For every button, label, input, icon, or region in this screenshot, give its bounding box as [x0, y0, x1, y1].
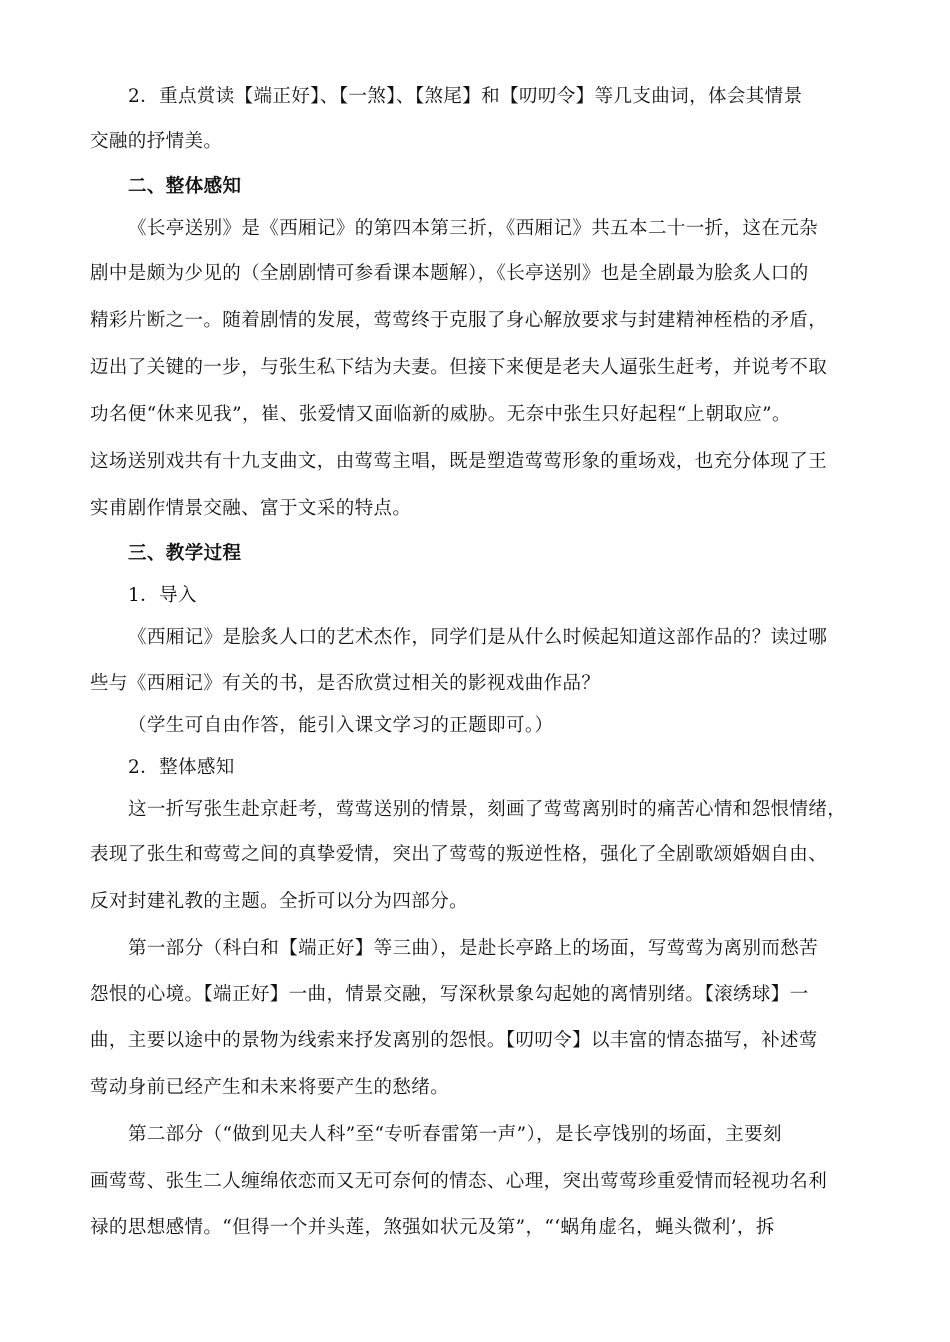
paragraph-line: 迈出了关键的一步，与张生私下结为夫妻。但接下来便是老夫人逼张生赶考，并说考不取 — [90, 357, 828, 378]
note-line: （学生可自由作答，能引入课文学习的正题即可。） — [128, 715, 554, 736]
paragraph-line: 实甫剧作情景交融、富于文采的特点。 — [90, 498, 412, 519]
paragraph-line: 莺动身前已经产生和未来将要产生的愁绪。 — [90, 1077, 450, 1098]
paragraph-line: 反对封建礼教的主题。全折可以分为四部分。 — [90, 891, 469, 912]
paragraph-line: 曲，主要以途中的景物为线索来抒发离别的怨恨。【叨叨令】以丰富的情态描写，补述莺 — [90, 1030, 818, 1051]
section-heading-process: 三、教学过程 — [128, 543, 242, 564]
paragraph-line: 《长亭送别》是《西厢记》的第四本第三折，《西厢记》共五本二十一折，这在元杂 — [128, 218, 819, 239]
paragraph-line: 精彩片断之一。随着剧情的发展，莺莺终于克服了身心解放要求与封建精神桎梏的矛盾， — [90, 310, 828, 331]
goal-2-line-2: 交融的抒情美。 — [90, 131, 223, 152]
subheading-intro: 1．导入 — [128, 585, 197, 606]
goal-2-line-1: 2．重点赏读【端正好】、【一煞】、【煞尾】和【叨叨令】等几支曲词，体会其情景 — [128, 86, 803, 107]
paragraph-line: 《西厢记》是脍炙人口的艺术杰作，同学们是从什么时候起知道这部作品的？读过哪 — [128, 627, 828, 648]
paragraph-line: 画莺莺、张生二人缠绵依恋而又无可奈何的情态、心理，突出莺莺珍重爱情而轻视功名利 — [90, 1171, 828, 1192]
paragraph-line: 第二部分（“做到见夫人科”至“专听春雷第一声”），是长亭饯别的场面，主要刻 — [128, 1124, 782, 1145]
subheading-perception: 2．整体感知 — [128, 757, 235, 778]
paragraph-line: 禄的思想感情。“但得一个并头莲，煞强如状元及第”，“‘蜗角虚名，蝇头微利’，拆 — [90, 1217, 775, 1238]
paragraph-line: 怨恨的心境。【端正好】一曲，情景交融，写深秋景象勾起她的离情别绪。【滚绣球】一 — [90, 984, 809, 1005]
paragraph-line: 表现了张生和莺莺之间的真挚爱情，突出了莺莺的叛逆性格，强化了全剧歌颂婚姻自由、 — [90, 844, 828, 865]
paragraph-line: 剧中是颇为少见的（全剧剧情可参看课本题解），《长亭送别》也是全剧最为脍炙人口的 — [90, 263, 809, 284]
section-heading-overall: 二、整体感知 — [128, 176, 242, 197]
paragraph-line: 功名便“休来见我”，崔、张爱情又面临新的威胁。无奈中张生只好起程“上朝取应”。 — [90, 404, 791, 425]
paragraph-line: 些与《西厢记》有关的书，是否欣赏过相关的影视戏曲作品？ — [90, 673, 601, 694]
paragraph-line: 第一部分（科白和【端正好】等三曲），是赴长亭路上的场面，写莺莺为离别而愁苦 — [128, 938, 819, 959]
paragraph-line: 这一折写张生赴京赶考，莺莺送别的情景，刻画了莺莺离别时的痛苦心情和怨恨情绪， — [128, 799, 847, 820]
paragraph-line: 这场送别戏共有十九支曲文，由莺莺主唱，既是塑造莺莺形象的重场戏，也充分体现了王 — [90, 451, 828, 472]
